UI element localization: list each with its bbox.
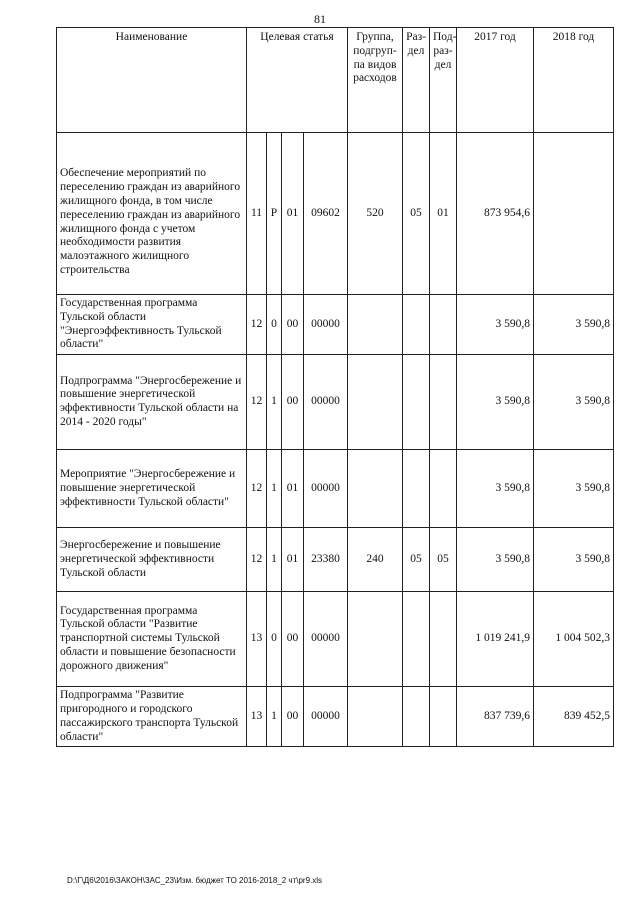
row-code-program: 13 — [247, 592, 267, 687]
row-code-event: 01 — [282, 450, 304, 528]
row-code-event: 00 — [282, 592, 304, 687]
row-code-subprogram: 0 — [267, 295, 282, 355]
row-expense-group — [348, 450, 403, 528]
row-section — [403, 355, 430, 450]
row-code-direction: 00000 — [304, 450, 348, 528]
row-code-event: 01 — [282, 528, 304, 592]
row-subsection — [430, 295, 457, 355]
row-name: Мероприятие "Энергосбережение и повышение энергетической эффективности Тульской области" — [57, 450, 247, 528]
row-code-subprogram: Р — [267, 133, 282, 295]
row-name: Подпрограмма "Энергосбережение и повышение энергетической эффективности Тульской области на 2014 - 2020 годы" — [57, 355, 247, 450]
row-code-direction: 09602 — [304, 133, 348, 295]
row-subsection — [430, 355, 457, 450]
row-subsection — [430, 592, 457, 687]
row-amount-2018: 3 590,8 — [534, 295, 614, 355]
row-name: Государственная программа Тульской области "Развитие транспортной системы Тульской области и повышение безопасности дорожного движения" — [57, 592, 247, 687]
row-expense-group — [348, 687, 403, 747]
page-number: 81 — [314, 12, 326, 26]
row-amount-2018: 3 590,8 — [534, 355, 614, 450]
row-section — [403, 592, 430, 687]
row-amount-2017: 1 019 241,9 — [457, 592, 534, 687]
row-section — [403, 450, 430, 528]
table-row — [57, 295, 614, 355]
row-subsection: 01 — [430, 133, 457, 295]
row-code-subprogram: 1 — [267, 355, 282, 450]
row-code-direction: 00000 — [304, 295, 348, 355]
row-amount-2018: 3 590,8 — [534, 450, 614, 528]
header-expense-group: Группа, подгруп-па видов расходов — [348, 28, 403, 133]
row-name: Государственная программа Тульской области "Энергоэффективность Тульской области" — [57, 295, 247, 355]
row-subsection: 05 — [430, 528, 457, 592]
row-section — [403, 295, 430, 355]
row-name: Энергосбережение и повышение энергетической эффективности Тульской области — [57, 528, 247, 592]
header-target-article: Целевая статья — [247, 28, 348, 133]
header-section: Раз-дел — [403, 28, 430, 133]
budget-table — [56, 27, 614, 747]
header-subsection: Под-раз-дел — [430, 28, 457, 133]
row-code-program: 12 — [247, 355, 267, 450]
row-name: Подпрограмма "Развитие пригородного и городского пассажирского транспорта Тульской области" — [57, 687, 247, 747]
row-amount-2017: 3 590,8 — [457, 355, 534, 450]
table-row — [57, 133, 614, 295]
row-subsection — [430, 687, 457, 747]
row-amount-2017: 3 590,8 — [457, 295, 534, 355]
row-expense-group: 520 — [348, 133, 403, 295]
row-code-program: 12 — [247, 295, 267, 355]
row-amount-2017: 3 590,8 — [457, 528, 534, 592]
row-amount-2017: 837 739,6 — [457, 687, 534, 747]
row-amount-2017: 3 590,8 — [457, 450, 534, 528]
row-code-event: 01 — [282, 133, 304, 295]
row-code-subprogram: 1 — [267, 687, 282, 747]
row-code-event: 00 — [282, 355, 304, 450]
row-code-event: 00 — [282, 295, 304, 355]
table-row — [57, 687, 614, 747]
header-row — [57, 28, 614, 133]
row-subsection — [430, 450, 457, 528]
row-code-program: 11 — [247, 133, 267, 295]
row-expense-group — [348, 295, 403, 355]
header-year-2017: 2017 год — [457, 28, 534, 133]
row-section — [403, 687, 430, 747]
row-amount-2018: 839 452,5 — [534, 687, 614, 747]
row-code-subprogram: 1 — [267, 528, 282, 592]
row-code-subprogram: 1 — [267, 450, 282, 528]
row-code-program: 12 — [247, 528, 267, 592]
row-expense-group — [348, 592, 403, 687]
file-path-footer: D:\Г\Д6\2016\ЗАКОН\ЗАС_23\Изм. бюджет ТО 2016-2018_2 чт\pr9.xls — [67, 876, 323, 885]
row-code-direction: 00000 — [304, 355, 348, 450]
row-amount-2017: 873 954,6 — [457, 133, 534, 295]
row-expense-group: 240 — [348, 528, 403, 592]
row-code-program: 13 — [247, 687, 267, 747]
row-name: Обеспечение мероприятий по переселению граждан из аварийного жилищного фонда, в том числе переселению граждан из аварийного жилищного фонда с учетом необходимости развития малоэтажного жилищного строительства — [57, 133, 247, 295]
row-section: 05 — [403, 133, 430, 295]
row-code-event: 00 — [282, 687, 304, 747]
row-amount-2018: 1 004 502,3 — [534, 592, 614, 687]
table-row — [57, 528, 614, 592]
row-expense-group — [348, 355, 403, 450]
row-code-subprogram: 0 — [267, 592, 282, 687]
table-row — [57, 355, 614, 450]
row-section: 05 — [403, 528, 430, 592]
row-amount-2018: 3 590,8 — [534, 528, 614, 592]
row-code-direction: 00000 — [304, 592, 348, 687]
header-year-2018: 2018 год — [534, 28, 614, 133]
table-row — [57, 450, 614, 528]
header-name: Наименование — [57, 28, 247, 133]
row-code-direction: 23380 — [304, 528, 348, 592]
table-row — [57, 592, 614, 687]
row-code-program: 12 — [247, 450, 267, 528]
row-amount-2018 — [534, 133, 614, 295]
row-code-direction: 00000 — [304, 687, 348, 747]
